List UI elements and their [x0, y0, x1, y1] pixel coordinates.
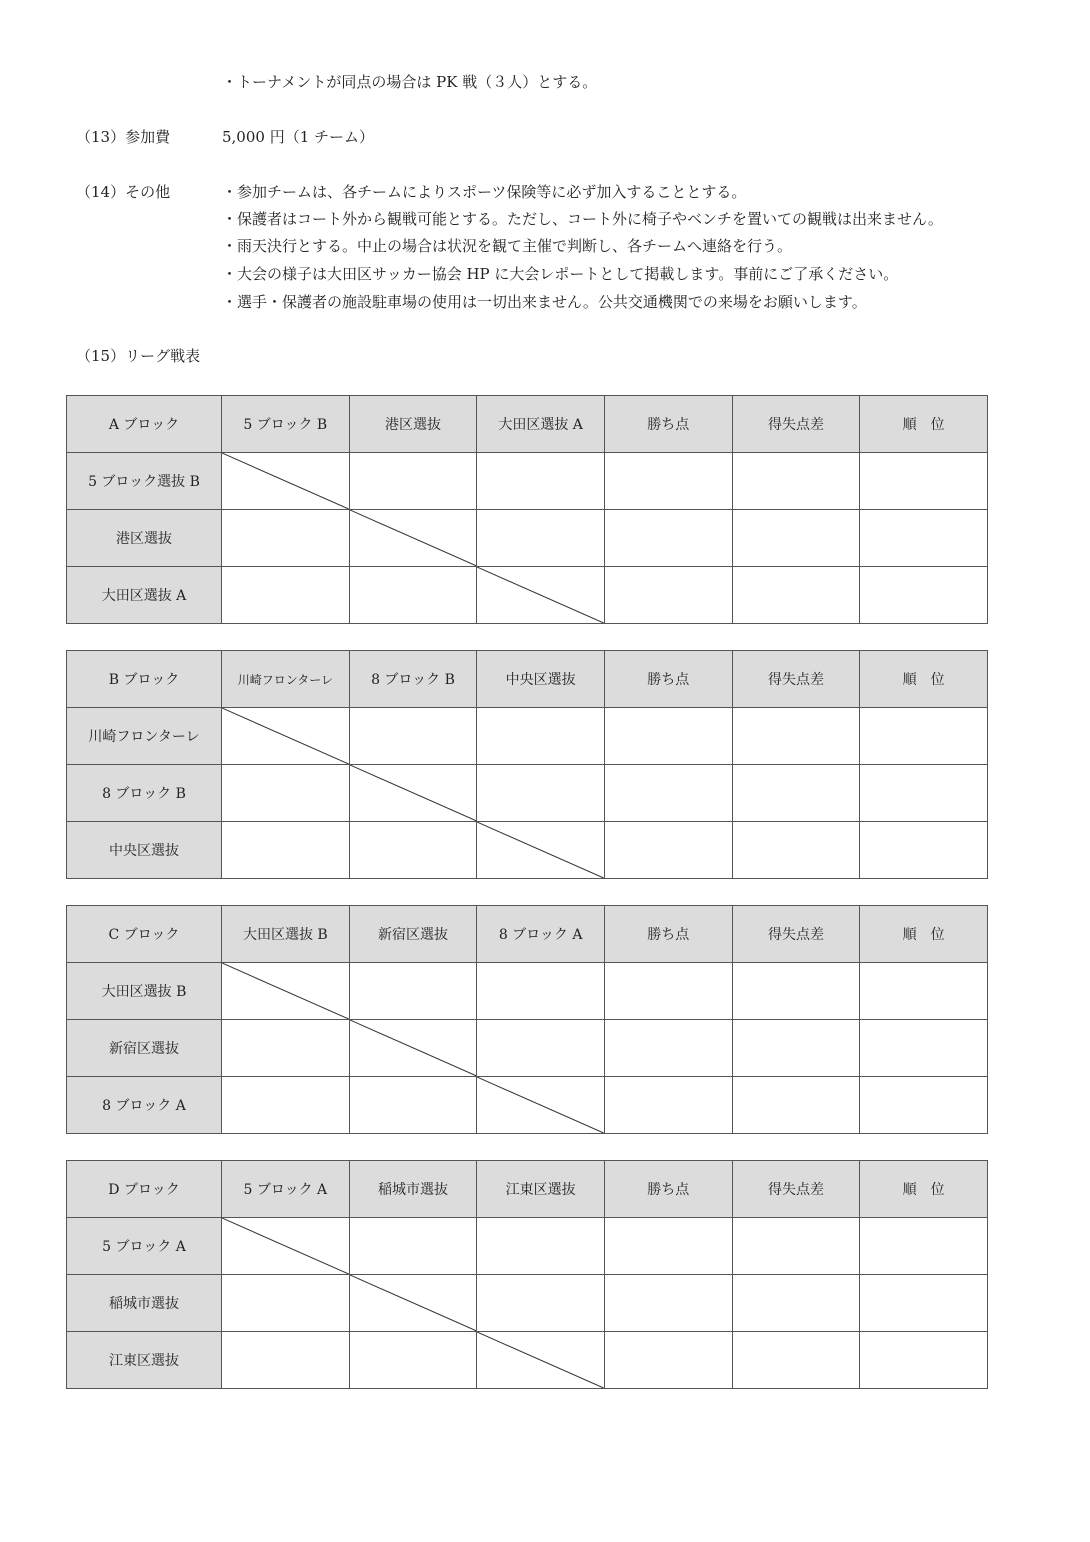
- goal-diff-cell: [732, 453, 860, 510]
- team-row-header: 港区選抜: [67, 510, 222, 567]
- points-cell: [604, 453, 732, 510]
- self-match-cell: [222, 708, 350, 765]
- score-cell: [222, 1332, 350, 1389]
- rank-header: 順 位: [860, 651, 988, 708]
- block-name: A ブロック: [67, 396, 222, 453]
- table-row: [67, 1020, 988, 1077]
- score-cell: [477, 1020, 605, 1077]
- goal-diff-cell: [732, 822, 860, 879]
- team-column-header: 江東区選抜: [477, 1161, 605, 1218]
- points-cell: [604, 1020, 732, 1077]
- table-row: [67, 1332, 988, 1389]
- goal-diff-header: 得失点差: [732, 396, 860, 453]
- score-cell: [349, 708, 477, 765]
- team-row-header: 5 ブロック選抜 B: [67, 453, 222, 510]
- points-cell: [604, 567, 732, 624]
- points-cell: [604, 1275, 732, 1332]
- other-item: ・参加チームは、各チームによりスポーツ保険等に必ず加入することとする。: [222, 183, 747, 201]
- team-column-header: 大田区選抜 B: [222, 906, 350, 963]
- team-column-header: 大田区選抜 A: [477, 396, 605, 453]
- table-row: [67, 765, 988, 822]
- table-row: [67, 1077, 988, 1134]
- league-heading: （15）リーグ戦表: [76, 347, 201, 365]
- other-item: ・選手・保護者の施設駐車場の使用は一切出来ません。公共交通機関での来場をお願いします。: [222, 293, 867, 311]
- score-cell: [349, 453, 477, 510]
- points-cell: [604, 1218, 732, 1275]
- fee-value: 5,000 円（1 チーム）: [222, 128, 375, 146]
- points-header: 勝ち点: [604, 396, 732, 453]
- team-column-header: 8 ブロック A: [477, 906, 605, 963]
- team-row-header: 5 ブロック A: [67, 1218, 222, 1275]
- team-row-header: 大田区選抜 A: [67, 567, 222, 624]
- rank-cell: [860, 1020, 988, 1077]
- points-cell: [604, 1077, 732, 1134]
- team-row-header: 新宿区選抜: [67, 1020, 222, 1077]
- score-cell: [477, 1218, 605, 1275]
- tournament-tiebreak-note: ・トーナメントが同点の場合は PK 戦（３人）とする。: [222, 73, 598, 91]
- score-cell: [477, 765, 605, 822]
- self-match-cell: [222, 1218, 350, 1275]
- team-column-header: 中央区選抜: [477, 651, 605, 708]
- table-header-row: [67, 906, 988, 963]
- team-column-header: 5 ブロック B: [222, 396, 350, 453]
- table-row: [67, 1275, 988, 1332]
- self-match-cell: [477, 1077, 605, 1134]
- self-match-cell: [477, 822, 605, 879]
- team-row-header: 江東区選抜: [67, 1332, 222, 1389]
- rank-header: 順 位: [860, 396, 988, 453]
- points-cell: [604, 765, 732, 822]
- rank-cell: [860, 963, 988, 1020]
- self-match-cell: [477, 1332, 605, 1389]
- goal-diff-cell: [732, 765, 860, 822]
- league-table-d: [66, 1160, 988, 1389]
- rank-header: 順 位: [860, 906, 988, 963]
- score-cell: [477, 963, 605, 1020]
- other-item: ・大会の様子は大田区サッカー協会 HP に大会レポートとして掲載します。事前にご了承ください。: [222, 265, 899, 283]
- points-cell: [604, 822, 732, 879]
- table-row: [67, 963, 988, 1020]
- table-row: [67, 453, 988, 510]
- score-cell: [222, 822, 350, 879]
- goal-diff-cell: [732, 963, 860, 1020]
- points-header: 勝ち点: [604, 1161, 732, 1218]
- points-cell: [604, 510, 732, 567]
- rank-cell: [860, 567, 988, 624]
- points-cell: [604, 963, 732, 1020]
- fee-label: （13）参加費: [76, 128, 171, 146]
- points-cell: [604, 1332, 732, 1389]
- table-row: [67, 1218, 988, 1275]
- table-row: [67, 822, 988, 879]
- team-column-header: 港区選抜: [349, 396, 477, 453]
- league-table-a: [66, 395, 988, 624]
- team-column-header: 稲城市選抜: [349, 1161, 477, 1218]
- team-column-header: 新宿区選抜: [349, 906, 477, 963]
- block-name: C ブロック: [67, 906, 222, 963]
- team-row-header: 8 ブロック B: [67, 765, 222, 822]
- table-header-row: [67, 651, 988, 708]
- score-cell: [477, 453, 605, 510]
- score-cell: [222, 1275, 350, 1332]
- rank-cell: [860, 510, 988, 567]
- rank-cell: [860, 453, 988, 510]
- table-row: [67, 567, 988, 624]
- rank-cell: [860, 1077, 988, 1134]
- goal-diff-cell: [732, 1077, 860, 1134]
- team-row-header: 川崎フロンターレ: [67, 708, 222, 765]
- goal-diff-cell: [732, 510, 860, 567]
- league-table-c: [66, 905, 988, 1134]
- rank-cell: [860, 708, 988, 765]
- self-match-cell: [349, 510, 477, 567]
- goal-diff-cell: [732, 1332, 860, 1389]
- goal-diff-cell: [732, 1275, 860, 1332]
- rank-cell: [860, 822, 988, 879]
- points-cell: [604, 708, 732, 765]
- goal-diff-cell: [732, 1020, 860, 1077]
- team-row-header: 中央区選抜: [67, 822, 222, 879]
- self-match-cell: [222, 963, 350, 1020]
- other-item: ・保護者はコート外から観戦可能とする。ただし、コート外に椅子やベンチを置いての観戦は出来ません。: [222, 210, 943, 228]
- table-row: [67, 708, 988, 765]
- self-match-cell: [477, 567, 605, 624]
- block-name: D ブロック: [67, 1161, 222, 1218]
- team-row-header: 8 ブロック A: [67, 1077, 222, 1134]
- rank-cell: [860, 1218, 988, 1275]
- score-cell: [349, 822, 477, 879]
- rank-cell: [860, 1332, 988, 1389]
- points-header: 勝ち点: [604, 906, 732, 963]
- goal-diff-header: 得失点差: [732, 1161, 860, 1218]
- self-match-cell: [349, 765, 477, 822]
- other-item: ・雨天決行とする。中止の場合は状況を観て主催で判断し、各チームへ連絡を行う。: [222, 237, 793, 255]
- score-cell: [349, 963, 477, 1020]
- points-header: 勝ち点: [604, 651, 732, 708]
- other-label: （14）その他: [76, 183, 171, 201]
- team-row-header: 大田区選抜 B: [67, 963, 222, 1020]
- score-cell: [222, 510, 350, 567]
- score-cell: [222, 567, 350, 624]
- self-match-cell: [222, 453, 350, 510]
- team-row-header: 稲城市選抜: [67, 1275, 222, 1332]
- rank-cell: [860, 765, 988, 822]
- block-name: B ブロック: [67, 651, 222, 708]
- goal-diff-cell: [732, 708, 860, 765]
- score-cell: [349, 1218, 477, 1275]
- score-cell: [477, 510, 605, 567]
- score-cell: [349, 567, 477, 624]
- score-cell: [477, 1275, 605, 1332]
- score-cell: [222, 1020, 350, 1077]
- score-cell: [222, 765, 350, 822]
- rank-header: 順 位: [860, 1161, 988, 1218]
- team-column-header: 5 ブロック A: [222, 1161, 350, 1218]
- goal-diff-cell: [732, 1218, 860, 1275]
- self-match-cell: [349, 1020, 477, 1077]
- table-row: [67, 510, 988, 567]
- team-column-header: 川崎フロンターレ: [222, 651, 350, 708]
- league-table-b: [66, 650, 988, 879]
- table-header-row: [67, 396, 988, 453]
- score-cell: [222, 1077, 350, 1134]
- score-cell: [477, 708, 605, 765]
- rank-cell: [860, 1275, 988, 1332]
- goal-diff-header: 得失点差: [732, 651, 860, 708]
- score-cell: [349, 1077, 477, 1134]
- self-match-cell: [349, 1275, 477, 1332]
- team-column-header: 8 ブロック B: [349, 651, 477, 708]
- table-header-row: [67, 1161, 988, 1218]
- score-cell: [349, 1332, 477, 1389]
- goal-diff-cell: [732, 567, 860, 624]
- goal-diff-header: 得失点差: [732, 906, 860, 963]
